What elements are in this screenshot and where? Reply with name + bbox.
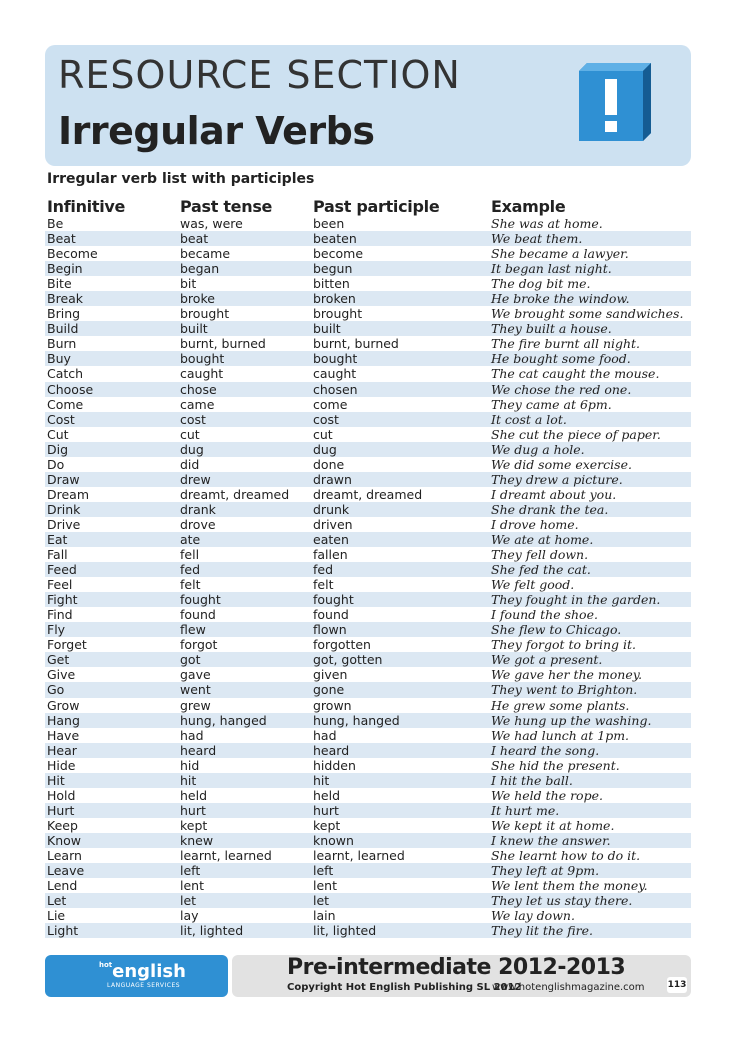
footer-info-panel	[232, 955, 691, 997]
table-row	[45, 472, 691, 487]
table-row	[45, 366, 691, 381]
infinitive-cell: Feed	[47, 562, 77, 578]
past-participle-cell: left	[313, 863, 334, 879]
infinitive-cell: Hurt	[47, 802, 75, 818]
example-cell: He broke the window.	[491, 291, 630, 307]
table-row	[45, 848, 691, 863]
example-cell: We had lunch at 1pm.	[491, 727, 630, 743]
table-row	[45, 607, 691, 622]
past-participle-cell: brought	[313, 306, 363, 322]
example-cell: She became a lawyer.	[491, 246, 629, 262]
infinitive-cell: Keep	[47, 817, 78, 833]
infinitive-cell: Let	[47, 893, 67, 909]
past-tense-cell: fed	[180, 562, 201, 578]
table-row	[45, 442, 691, 457]
past-participle-cell: lain	[313, 908, 336, 924]
infinitive-cell: Hit	[47, 772, 65, 788]
infinitive-cell: Get	[47, 652, 70, 668]
example-cell: It hurt me.	[491, 802, 560, 818]
column-header-past-participle: Past participle	[313, 197, 440, 216]
table-row	[45, 517, 691, 532]
infinitive-cell: Do	[47, 456, 65, 472]
infinitive-cell: Build	[47, 321, 79, 337]
infinitive-cell: Cost	[47, 411, 75, 427]
infinitive-cell: Catch	[47, 366, 84, 382]
example-cell: We lay down.	[491, 908, 575, 924]
example-cell: We held the rope.	[491, 787, 603, 803]
example-cell: It cost a lot.	[491, 411, 567, 427]
past-tense-cell: cost	[180, 411, 206, 427]
logo: $^{hot}$english	[99, 961, 186, 982]
example-cell: I hit the ball.	[491, 772, 573, 788]
infinitive-cell: Fall	[47, 547, 68, 563]
past-participle-cell: caught	[313, 366, 357, 382]
table-row	[45, 577, 691, 592]
subtitle: Irregular verb list with participles	[47, 171, 315, 187]
example-cell: The fire burnt all night.	[491, 336, 641, 352]
past-tense-cell: drew	[180, 471, 211, 487]
past-participle-cell: beaten	[313, 231, 357, 247]
example-cell: I knew the answer.	[491, 832, 611, 848]
past-tense-cell: hung, hanged	[180, 712, 267, 728]
past-participle-cell: found	[313, 607, 349, 623]
example-cell: The dog bit me.	[491, 276, 591, 292]
example-cell: They fell down.	[491, 547, 589, 563]
past-tense-cell: dug	[180, 441, 204, 457]
infinitive-cell: Fly	[47, 622, 66, 638]
table-row	[45, 878, 691, 893]
example-cell: It began last night.	[491, 261, 612, 277]
past-tense-cell: fell	[180, 547, 200, 563]
table-row	[45, 427, 691, 442]
past-participle-cell: fallen	[313, 547, 348, 563]
example-cell: We brought some sandwiches.	[491, 306, 684, 322]
example-cell: He grew some plants.	[491, 697, 630, 713]
past-participle-cell: gone	[313, 682, 345, 698]
infinitive-cell: Drink	[47, 501, 81, 517]
table-row	[45, 457, 691, 472]
table-row	[45, 306, 691, 321]
example-cell: I found the shoe.	[491, 607, 598, 623]
past-participle-cell: cut	[313, 426, 333, 442]
table-row	[45, 652, 691, 667]
past-participle-cell: become	[313, 246, 364, 262]
verb-table	[45, 216, 691, 938]
past-participle-cell: heard	[313, 742, 350, 758]
past-participle-cell: driven	[313, 516, 353, 532]
past-tense-cell: let	[180, 893, 197, 909]
past-participle-cell: chosen	[313, 381, 358, 397]
past-tense-cell: ate	[180, 531, 201, 547]
past-participle-cell: bitten	[313, 276, 350, 292]
example-cell: We kept it at home.	[491, 817, 615, 833]
footer-logo-panel	[45, 955, 228, 997]
past-tense-cell: held	[180, 787, 208, 803]
past-participle-cell: fought	[313, 592, 354, 608]
infinitive-cell: Hold	[47, 787, 76, 803]
infinitive-cell: Give	[47, 667, 76, 683]
past-tense-cell: got	[180, 652, 201, 668]
infinitive-cell: Choose	[47, 381, 94, 397]
past-tense-cell: brought	[180, 306, 230, 322]
example-cell: She fed the cat.	[491, 562, 591, 578]
infinitive-cell: Begin	[47, 261, 83, 277]
example-cell: We chose the red one.	[491, 381, 632, 397]
page-number: 113	[667, 977, 687, 993]
page-title: Irregular Verbs	[58, 109, 375, 153]
past-participle-cell: done	[313, 456, 345, 472]
past-tense-cell: became	[180, 246, 231, 262]
table-row	[45, 923, 691, 938]
past-tense-cell: felt	[180, 577, 201, 593]
infinitive-cell: Light	[47, 923, 79, 939]
table-row	[45, 743, 691, 758]
past-tense-cell: caught	[180, 366, 224, 382]
past-participle-cell: come	[313, 396, 348, 412]
past-tense-cell: bit	[180, 276, 197, 292]
past-participle-cell: given	[313, 667, 348, 683]
example-cell: I drove home.	[491, 516, 579, 532]
table-row	[45, 412, 691, 427]
past-tense-cell: bought	[180, 351, 225, 367]
table-row	[45, 713, 691, 728]
past-participle-cell: felt	[313, 577, 334, 593]
past-tense-cell: had	[180, 727, 204, 743]
past-tense-cell: gave	[180, 667, 211, 683]
infinitive-cell: Hear	[47, 742, 77, 758]
table-row	[45, 803, 691, 818]
past-tense-cell: hurt	[180, 802, 206, 818]
infinitive-cell: Buy	[47, 351, 71, 367]
example-cell: They left at 9pm.	[491, 863, 600, 879]
past-tense-cell: built	[180, 321, 208, 337]
example-cell: They let us stay there.	[491, 893, 633, 909]
example-cell: She flew to Chicago.	[491, 622, 622, 638]
table-row	[45, 336, 691, 351]
infinitive-cell: Lend	[47, 878, 78, 894]
table-row	[45, 321, 691, 336]
section-title: RESOURCE SECTION	[58, 53, 461, 97]
past-tense-cell: found	[180, 607, 216, 623]
example-cell: She cut the piece of paper.	[491, 426, 661, 442]
table-row	[45, 622, 691, 637]
example-cell: We hung up the washing.	[491, 712, 652, 728]
table-row	[45, 773, 691, 788]
table-row	[45, 231, 691, 246]
past-tense-cell: broke	[180, 291, 215, 307]
example-cell: She was at home.	[491, 216, 603, 231]
infinitive-cell: Come	[47, 396, 84, 412]
infinitive-cell: Be	[47, 216, 64, 231]
past-participle-cell: lent	[313, 878, 337, 894]
exclamation-icon	[579, 63, 651, 141]
example-cell: We got a present.	[491, 652, 603, 668]
past-tense-cell: dreamt, dreamed	[180, 486, 290, 502]
table-row	[45, 893, 691, 908]
level-title: Pre-intermediate 2012-2013	[287, 955, 626, 980]
infinitive-cell: Go	[47, 682, 65, 698]
infinitive-cell: Break	[47, 291, 84, 307]
table-row	[45, 487, 691, 502]
table-row	[45, 833, 691, 848]
infinitive-cell: Eat	[47, 531, 68, 547]
past-tense-cell: drank	[180, 501, 216, 517]
table-row	[45, 667, 691, 682]
past-tense-cell: did	[180, 456, 200, 472]
header-banner	[45, 45, 691, 166]
logo-subtitle: LANGUAGE SERVICES	[107, 982, 181, 989]
table-row	[45, 351, 691, 366]
past-participle-cell: got, gotten	[313, 652, 383, 668]
past-participle-cell: hung, hanged	[313, 712, 400, 728]
past-participle-cell: hit	[313, 772, 330, 788]
infinitive-cell: Drive	[47, 516, 81, 532]
past-participle-cell: held	[313, 787, 341, 803]
infinitive-cell: Know	[47, 832, 81, 848]
table-row	[45, 592, 691, 607]
past-tense-cell: began	[180, 261, 220, 277]
infinitive-cell: Leave	[47, 863, 85, 879]
table-row	[45, 261, 691, 276]
table-row	[45, 291, 691, 306]
past-tense-cell: learnt, learned	[180, 847, 272, 863]
past-tense-cell: fought	[180, 592, 221, 608]
table-row	[45, 532, 691, 547]
infinitive-cell: Cut	[47, 426, 69, 442]
example-cell: They drew a picture.	[491, 471, 623, 487]
past-tense-cell: heard	[180, 742, 217, 758]
past-tense-cell: went	[180, 682, 211, 698]
past-participle-cell: bought	[313, 351, 358, 367]
infinitive-cell: Fight	[47, 592, 78, 608]
past-participle-cell: eaten	[313, 531, 349, 547]
column-header-past-tense: Past tense	[180, 197, 273, 216]
example-cell: They went to Brighton.	[491, 682, 638, 698]
column-header-infinitive: Infinitive	[47, 197, 126, 216]
table-row	[45, 728, 691, 743]
column-header-example: Example	[491, 197, 566, 216]
infinitive-cell: Learn	[47, 847, 82, 863]
past-participle-cell: cost	[313, 411, 339, 427]
past-participle-cell: forgotten	[313, 637, 371, 653]
infinitive-cell: Dig	[47, 441, 69, 457]
table-row	[45, 547, 691, 562]
table-row	[45, 382, 691, 397]
infinitive-cell: Feel	[47, 577, 73, 593]
infinitive-cell: Find	[47, 607, 73, 623]
infinitive-cell: Hide	[47, 757, 76, 773]
infinitive-cell: Bring	[47, 306, 81, 322]
past-participle-cell: known	[313, 832, 354, 848]
past-participle-cell: grown	[313, 697, 352, 713]
past-participle-cell: been	[313, 216, 345, 231]
infinitive-cell: Draw	[47, 471, 80, 487]
example-cell: They built a house.	[491, 321, 612, 337]
infinitive-cell: Beat	[47, 231, 76, 247]
past-tense-cell: burnt, burned	[180, 336, 266, 352]
past-tense-cell: lay	[180, 908, 199, 924]
example-cell: They lit the fire.	[491, 923, 593, 939]
table-row	[45, 758, 691, 773]
past-participle-cell: learnt, learned	[313, 847, 405, 863]
past-tense-cell: lit, lighted	[180, 923, 244, 939]
table-row	[45, 246, 691, 261]
example-cell: She drank the tea.	[491, 501, 609, 517]
past-participle-cell: lit, lighted	[313, 923, 377, 939]
past-participle-cell: burnt, burned	[313, 336, 399, 352]
example-cell: I dreamt about you.	[491, 486, 617, 502]
infinitive-cell: Hang	[47, 712, 80, 728]
table-row	[45, 216, 691, 231]
past-participle-cell: let	[313, 893, 330, 909]
infinitive-cell: Bite	[47, 276, 72, 292]
table-row	[45, 276, 691, 291]
past-participle-cell: broken	[313, 291, 356, 307]
copyright-text: Copyright Hot English Publishing SL 2012	[287, 982, 522, 993]
table-row	[45, 863, 691, 878]
past-participle-cell: kept	[313, 817, 341, 833]
past-tense-cell: lent	[180, 878, 204, 894]
table-row	[45, 818, 691, 833]
example-cell: We gave her the money.	[491, 667, 643, 683]
example-cell: We lent them the money.	[491, 878, 648, 894]
example-cell: They forgot to bring it.	[491, 637, 636, 653]
infinitive-cell: Burn	[47, 336, 77, 352]
table-row	[45, 397, 691, 412]
example-cell: We beat them.	[491, 231, 583, 247]
example-cell: I heard the song.	[491, 742, 600, 758]
past-tense-cell: forgot	[180, 637, 218, 653]
example-cell: She hid the present.	[491, 757, 620, 773]
example-cell: We ate at home.	[491, 531, 594, 547]
past-tense-cell: grew	[180, 697, 211, 713]
past-participle-cell: dug	[313, 441, 337, 457]
infinitive-cell: Become	[47, 246, 98, 262]
past-participle-cell: begun	[313, 261, 353, 277]
table-row	[45, 562, 691, 577]
infinitive-cell: Have	[47, 727, 80, 743]
example-cell: The cat caught the mouse.	[491, 366, 660, 382]
table-row	[45, 698, 691, 713]
past-participle-cell: built	[313, 321, 341, 337]
past-tense-cell: came	[180, 396, 215, 412]
past-tense-cell: knew	[180, 832, 214, 848]
table-row	[45, 637, 691, 652]
example-cell: They came at 6pm.	[491, 396, 612, 412]
example-cell: We did some exercise.	[491, 456, 632, 472]
past-tense-cell: flew	[180, 622, 206, 638]
past-tense-cell: hid	[180, 757, 200, 773]
past-tense-cell: was, were	[180, 216, 243, 231]
infinitive-cell: Forget	[47, 637, 87, 653]
past-participle-cell: drawn	[313, 471, 352, 487]
past-participle-cell: fed	[313, 562, 334, 578]
table-row	[45, 682, 691, 697]
table-row	[45, 788, 691, 803]
website-link[interactable]: www.hotenglishmagazine.com	[492, 982, 645, 993]
past-tense-cell: chose	[180, 381, 217, 397]
past-participle-cell: flown	[313, 622, 347, 638]
past-tense-cell: kept	[180, 817, 208, 833]
past-participle-cell: dreamt, dreamed	[313, 486, 423, 502]
infinitive-cell: Lie	[47, 908, 66, 924]
past-participle-cell: drunk	[313, 501, 350, 517]
past-tense-cell: left	[180, 863, 201, 879]
past-tense-cell: beat	[180, 231, 209, 247]
past-participle-cell: hidden	[313, 757, 356, 773]
past-tense-cell: cut	[180, 426, 200, 442]
table-row	[45, 908, 691, 923]
example-cell: He bought some food.	[491, 351, 631, 367]
infinitive-cell: Dream	[47, 486, 90, 502]
example-cell: We felt good.	[491, 577, 575, 593]
past-participle-cell: hurt	[313, 802, 339, 818]
example-cell: We dug a hole.	[491, 441, 585, 457]
example-cell: They fought in the garden.	[491, 592, 661, 608]
past-tense-cell: hit	[180, 772, 197, 788]
table-row	[45, 502, 691, 517]
example-cell: She learnt how to do it.	[491, 847, 641, 863]
infinitive-cell: Grow	[47, 697, 80, 713]
past-tense-cell: drove	[180, 516, 216, 532]
past-participle-cell: had	[313, 727, 337, 743]
